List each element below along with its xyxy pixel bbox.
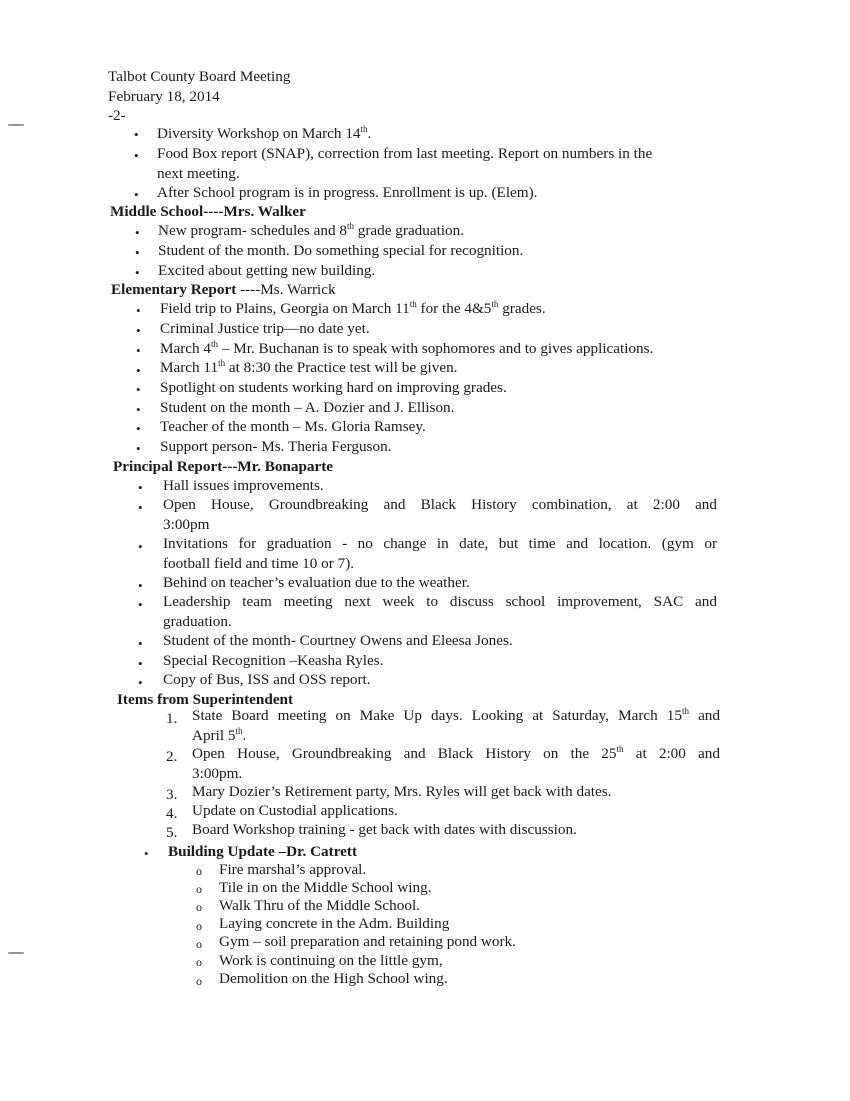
- list-item: Student on the month – A. Dozier and J. Ellison.: [160, 399, 455, 416]
- bullet-icon: •: [138, 597, 143, 612]
- list-item-continuation: 3:00pm: [163, 516, 210, 533]
- numbered-item-continuation: April 5th.: [192, 725, 247, 744]
- circle-bullet-icon: o: [196, 864, 202, 878]
- list-item: Field trip to Plains, Georgia on March 11th for the 4&5th grades.: [160, 298, 546, 317]
- bullet-icon: •: [134, 148, 139, 163]
- list-item: Teacher of the month – Ms. Gloria Ramsey.: [160, 418, 426, 435]
- list-item: Student of the month. Do something special for recognition.: [158, 242, 524, 259]
- bullet-icon: •: [134, 187, 139, 202]
- list-item: Diversity Workshop on March 14th.: [157, 123, 372, 142]
- bullet-icon: •: [135, 225, 140, 240]
- bullet-icon: •: [135, 245, 140, 260]
- list-item-continuation: graduation.: [163, 613, 232, 630]
- numbered-item: Open House, Groundbreaking and Black History on the 25th at 2:00 and: [192, 743, 720, 762]
- meeting-title: Talbot County Board Meeting: [108, 68, 291, 85]
- list-item: Special Recognition –Keasha Ryles.: [163, 652, 384, 669]
- page-number: -2-: [108, 107, 126, 124]
- list-number: 4.: [166, 805, 178, 822]
- section-heading-superintendent: Items from Superintendent: [117, 691, 294, 708]
- bullet-icon: •: [136, 441, 141, 456]
- list-item: Hall issues improvements.: [163, 477, 324, 494]
- bullet-icon: •: [144, 846, 149, 861]
- circle-bullet-icon: o: [196, 937, 202, 951]
- bullet-icon: •: [136, 402, 141, 417]
- circle-bullet-icon: o: [196, 955, 202, 969]
- list-item: Behind on teacher’s evaluation due to the weather.: [163, 574, 470, 591]
- list-item-continuation: next meeting.: [157, 165, 240, 182]
- numbered-item: Board Workshop training - get back with dates with discussion.: [192, 821, 577, 838]
- list-number: 2.: [166, 748, 178, 765]
- list-item: Invitations for graduation - no change in date, but time and location. (gym or: [163, 535, 717, 552]
- section-heading-principal: Principal Report---Mr. Bonaparte: [113, 458, 334, 475]
- list-item: March 4th – Mr. Buchanan is to speak with sophomores and to gives applications.: [160, 338, 654, 357]
- list-item-continuation: football field and time 10 or 7).: [163, 555, 355, 572]
- numbered-item-continuation: 3:00pm.: [192, 765, 243, 782]
- numbered-item: State Board meeting on Make Up days. Looking at Saturday, March 15th and: [192, 705, 720, 724]
- scan-mark-top: [8, 124, 24, 126]
- list-item: Copy of Bus, ISS and OSS report.: [163, 671, 371, 688]
- list-item: Open House, Groundbreaking and Black History combination, at 2:00 and: [163, 496, 717, 513]
- sub-list-item: Work is continuing on the little gym,: [219, 952, 443, 969]
- bullet-icon: •: [136, 363, 141, 378]
- list-item: Support person- Ms. Theria Ferguson.: [160, 438, 392, 455]
- bullet-icon: •: [136, 323, 141, 338]
- numbered-item: Update on Custodial applications.: [192, 802, 398, 819]
- section-heading-building-update: Building Update –Dr. Catrett: [168, 843, 358, 860]
- circle-bullet-icon: o: [196, 974, 202, 988]
- numbered-item: Mary Dozier’s Retirement party, Mrs. Ryles will get back with dates.: [192, 783, 612, 800]
- sub-list-item: Laying concrete in the Adm. Building: [219, 915, 450, 932]
- circle-bullet-icon: o: [196, 900, 202, 914]
- sub-list-item: Demolition on the High School wing.: [219, 970, 448, 987]
- bullet-icon: •: [134, 127, 139, 142]
- list-number: 5.: [166, 824, 178, 841]
- bullet-icon: •: [138, 656, 143, 671]
- bullet-icon: •: [138, 480, 143, 495]
- bullet-icon: •: [136, 303, 141, 318]
- list-item: Food Box report (SNAP), correction from last meeting. Report on numbers in the: [157, 145, 653, 162]
- list-item: Student of the month- Courtney Owens and Eleesa Jones.: [163, 632, 513, 649]
- list-item: New program- schedules and 8th grade graduation.: [158, 220, 465, 239]
- list-item: Spotlight on students working hard on improving grades.: [160, 379, 507, 396]
- circle-bullet-icon: o: [196, 919, 202, 933]
- sub-list-item: Walk Thru of the Middle School.: [219, 897, 420, 914]
- list-item: Excited about getting new building.: [158, 262, 376, 279]
- scan-mark-bottom: [8, 952, 24, 954]
- meeting-date: February 18, 2014: [108, 88, 220, 105]
- circle-bullet-icon: o: [196, 882, 202, 896]
- list-item: After School program is in progress. Enrollment is up. (Elem).: [157, 184, 538, 201]
- bullet-icon: •: [138, 636, 143, 651]
- bullet-icon: •: [135, 265, 140, 280]
- sub-list-item: Fire marshal’s approval.: [219, 861, 367, 878]
- list-item: Leadership team meeting next week to discuss school improvement, SAC and: [163, 593, 717, 610]
- section-heading-elementary: Elementary Report ----Ms. Warrick: [111, 281, 336, 298]
- list-number: 3.: [166, 786, 178, 803]
- bullet-icon: •: [136, 382, 141, 397]
- bullet-icon: •: [136, 343, 141, 358]
- list-item: Criminal Justice trip—no date yet.: [160, 320, 370, 337]
- section-heading-middle-school: Middle School----Mrs. Walker: [110, 203, 306, 220]
- sub-list-item: Tile in on the Middle School wing.: [219, 879, 432, 896]
- bullet-icon: •: [138, 578, 143, 593]
- sub-list-item: Gym – soil preparation and retaining pond work.: [219, 933, 516, 950]
- bullet-icon: •: [138, 500, 143, 515]
- bullet-icon: •: [138, 539, 143, 554]
- bullet-icon: •: [136, 421, 141, 436]
- bullet-icon: •: [138, 675, 143, 690]
- list-number: 1.: [166, 710, 178, 727]
- list-item: March 11th at 8:30 the Practice test will be given.: [160, 357, 458, 376]
